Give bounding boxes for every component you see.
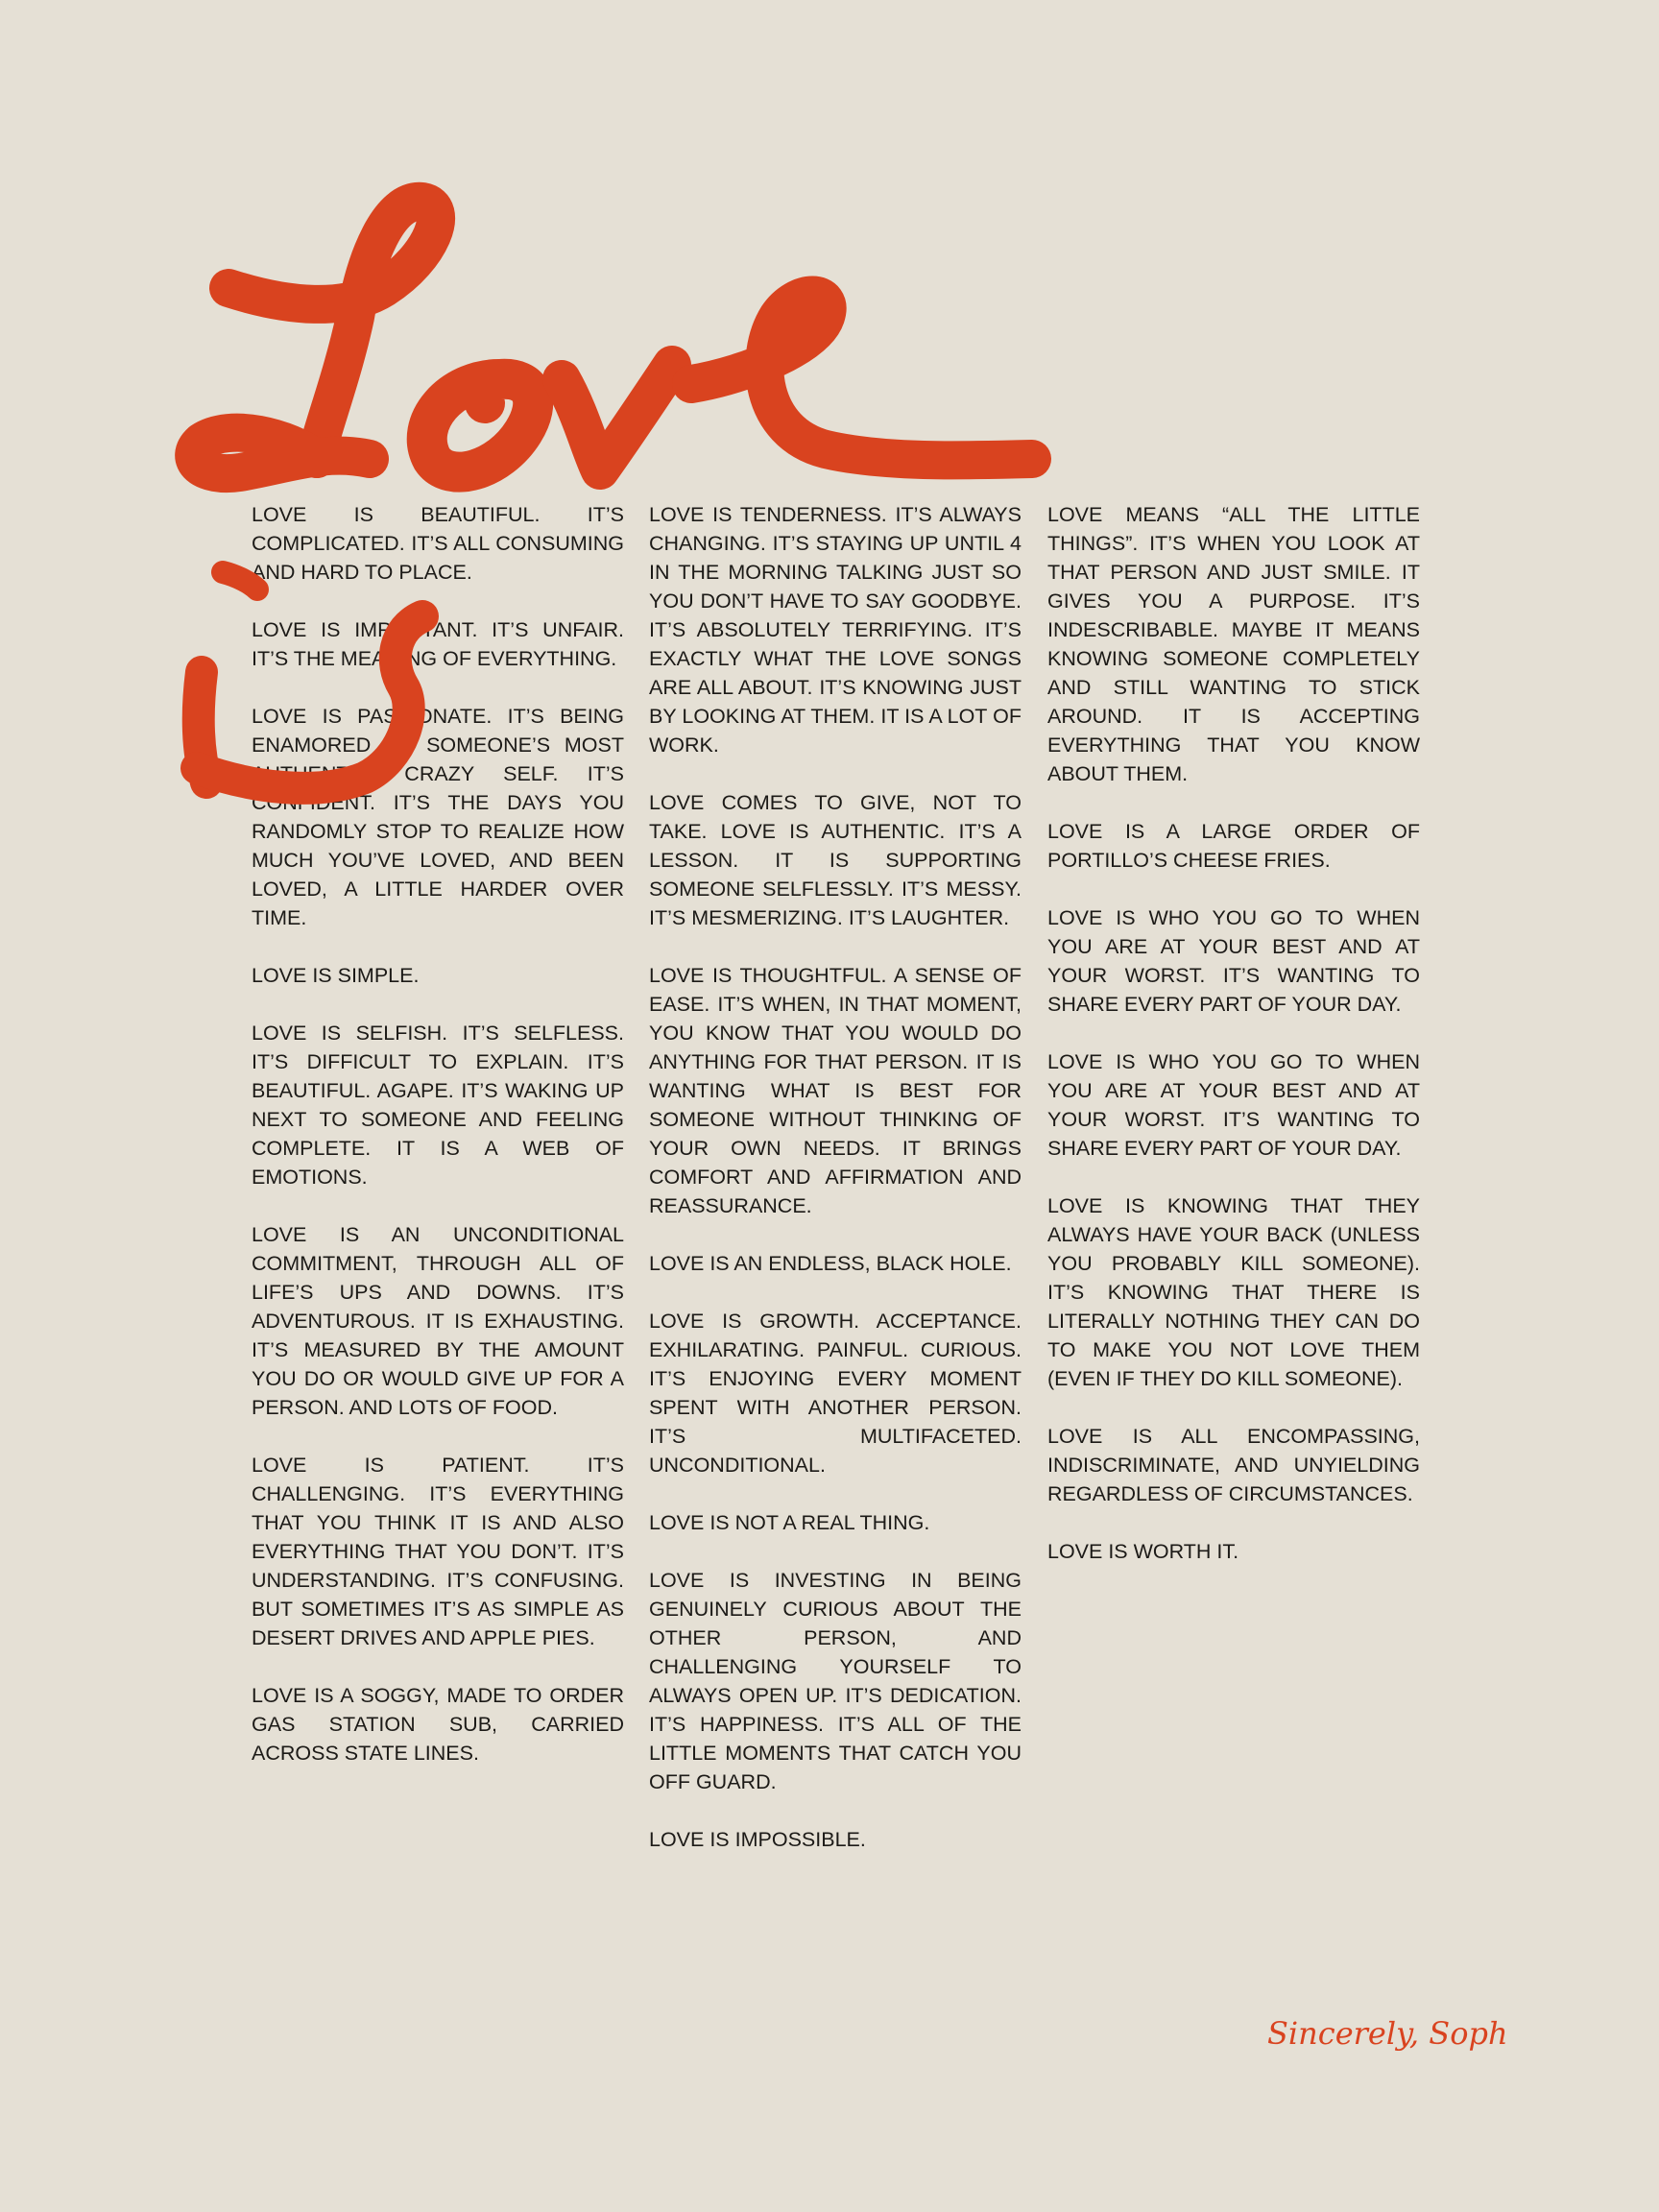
paragraph: LOVE IS WHO YOU GO TO WHEN YOU ARE AT YOUR BEST AND AT YOUR WORST. IT’S WANTING TO SHARE EVERY PART OF YOUR DAY.: [1047, 906, 1420, 1016]
letter-e-stroke: [691, 296, 1032, 461]
paragraph: LOVE IS PATIENT. IT’S CHALLENGING. IT’S EVERYTHING THAT YOU THINK IT IS AND ALSO EVERYTHING THAT YOU DON’T. IT’S UNDERSTANDING. IT’S CONFUSING. BUT SOMETIMES IT’S AS SIMPLE AS DESERT DRIVES AND APPLE PIES.: [252, 1454, 624, 1649]
paragraph: LOVE IS A SOGGY, MADE TO ORDER GAS STATION SUB, CARRIED ACROSS STATE LINES.: [252, 1684, 624, 1765]
letter-i-stroke: [199, 672, 206, 782]
paragraph: LOVE IS GROWTH. ACCEPTANCE. EXHILARATING. PAINFUL. CURIOUS. IT’S ENJOYING EVERY MOMENT SPENT WITH ANOTHER PERSON. IT’S MULTIFACETED. UNCONDITIONAL.: [649, 1310, 1022, 1477]
letter-l-base: [194, 433, 370, 473]
paragraph: LOVE IS AN UNCONDITIONAL COMMITMENT, THROUGH ALL OF LIFE’S UPS AND DOWNS. IT’S ADVENTUROUS. IT IS EXHAUSTING. IT’S MEASURED BY THE AMOUNT YOU DO OR WOULD GIVE UP FOR A PERSON. AND LOTS OF FOOD.: [252, 1223, 624, 1419]
paragraph: LOVE IS INVESTING IN BEING GENUINELY CURIOUS ABOUT THE OTHER PERSON, AND CHALLENGING YOURSELF TO ALWAYS OPEN UP. IT’S DEDICATION. IT’S HAPPINESS. IT’S ALL OF THE LITTLE MOMENTS THAT CATCH YOU OFF GUARD.: [649, 1569, 1022, 1793]
paragraph: LOVE IS IMPOSSIBLE.: [649, 1828, 866, 1851]
letter-l-stroke: [228, 202, 436, 459]
paragraph: LOVE IS KNOWING THAT THEY ALWAYS HAVE YOUR BACK (UNLESS YOU PROBABLY KILL SOMEONE). IT’S KNOWING THAT THERE IS LITERALLY NOTHING THEY CAN DO TO MAKE YOU NOT LOVE THEM (EVEN IF THEY DO KILL SOMEONE).: [1047, 1194, 1420, 1390]
paragraph: LOVE IS IMPORTANT. IT’S UNFAIR. IT’S THE MEANING OF EVERYTHING.: [252, 618, 624, 670]
paragraph: LOVE IS AN ENDLESS, BLACK HOLE.: [649, 1252, 1012, 1275]
paragraph: LOVE IS NOT A REAL THING.: [649, 1511, 930, 1534]
paragraph: LOVE MEANS “ALL THE LITTLE THINGS”. IT’S WHEN YOU LOOK AT THAT PERSON AND JUST SMILE. IT GIVES YOU A PURPOSE. IT’S INDESCRIBABLE. MAYBE IT MEANS KNOWING SOMEONE COMPLETELY AND STILL WANTING TO STICK AROUND. IT IS ACCEPTING EVERYTHING THAT YOU KNOW ABOUT THEM.: [1047, 503, 1420, 785]
paragraph: LOVE IS ALL ENCOMPASSING, INDISCRIMINATE, AND UNYIELDING REGARDLESS OF CIRCUMSTANCES.: [1047, 1425, 1420, 1505]
paragraph: LOVE IS A LARGE ORDER OF PORTILLO’S CHEESE FRIES.: [1047, 820, 1420, 872]
paragraph: LOVE IS WHO YOU GO TO WHEN YOU ARE AT YOUR BEST AND AT YOUR WORST. IT’S WANTING TO SHARE EVERY PART OF YOUR DAY.: [1047, 1050, 1420, 1160]
letter-v-stroke: [562, 365, 672, 470]
text-column-2: [649, 500, 1022, 1854]
paragraph: LOVE IS WORTH IT.: [1047, 1540, 1239, 1563]
paragraph: LOVE IS SIMPLE.: [252, 964, 420, 987]
letter-o-stroke: [427, 379, 533, 472]
signature: Sincerely, Soph: [1267, 2015, 1508, 2052]
paragraph: LOVE IS PASSIONATE. IT’S BEING ENAMORED BY SOMEONE’S MOST AUTHENTIC, CRAZY SELF. IT’S CONFIDENT. IT’S THE DAYS YOU RANDOMLY STOP TO REALIZE HOW MUCH YOU’VE LOVED, AND BEEN LOVED, A LITTLE HARDER OVER TIME.: [252, 705, 624, 929]
paragraph: LOVE IS TENDERNESS. IT’S ALWAYS CHANGING. IT’S STAYING UP UNTIL 4 IN THE MORNING TALKING JUST SO YOU DON’T HAVE TO SAY GOODBYE. IT’S ABSOLUTELY TERRIFYING. IT’S EXACTLY WHAT THE LOVE SONGS ARE ALL ABOUT. IT’S KNOWING JUST BY LOOKING AT THEM. IT IS A LOT OF WORK.: [649, 503, 1022, 757]
text-column-1: [252, 500, 624, 1767]
paragraph: LOVE IS THOUGHTFUL. A SENSE OF EASE. IT’S WHEN, IN THAT MOMENT, YOU KNOW THAT YOU WOULD DO ANYTHING FOR THAT PERSON. IT IS WANTING WHAT IS BEST FOR SOMEONE WITHOUT THINKING OF YOUR OWN NEEDS. IT BRINGS COMFORT AND AFFIRMATION AND REASSURANCE.: [649, 964, 1022, 1217]
paragraph: LOVE IS BEAUTIFUL. IT’S COMPLICATED. IT’S ALL CONSUMING AND HARD TO PLACE.: [252, 503, 624, 584]
text-column-3: [1047, 500, 1420, 1566]
paragraph: LOVE COMES TO GIVE, NOT TO TAKE. LOVE IS AUTHENTIC. IT’S A LESSON. IT IS SUPPORTING SOMEONE SELFLESSLY. IT’S MESSY. IT’S MESMERIZING. IT’S LAUGHTER.: [649, 791, 1022, 929]
paragraph: LOVE IS SELFISH. IT’S SELFLESS. IT’S DIFFICULT TO EXPLAIN. IT’S BEAUTIFUL. AGAPE. IT’S WAKING UP NEXT TO SOMEONE AND FEELING COMPLETE. IT IS A WEB OF EMOTIONS.: [252, 1022, 624, 1189]
